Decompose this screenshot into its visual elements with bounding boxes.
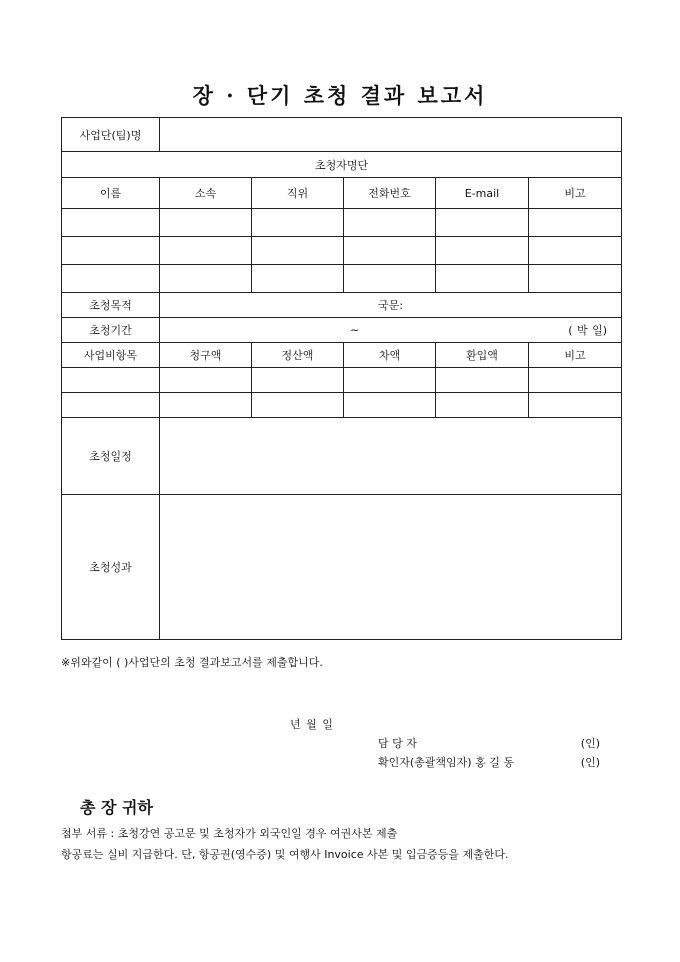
column-header: 환입액 — [436, 343, 529, 368]
table-cell[interactable] — [436, 265, 529, 293]
confirmer-label: 확인자(총괄책임자) 홍 길 동 — [378, 756, 514, 769]
report-form-table — [61, 117, 622, 640]
table-cell[interactable] — [62, 265, 160, 293]
table-cell[interactable] — [252, 265, 344, 293]
period-field[interactable] — [160, 318, 622, 343]
invitee-header-row — [62, 178, 622, 209]
table-cell[interactable] — [252, 393, 344, 418]
table-cell[interactable] — [252, 209, 344, 237]
period-nights: ( 박 일) — [568, 324, 608, 337]
table-cell[interactable] — [62, 209, 160, 237]
team-name-label: 사업단(팀)명 — [62, 118, 160, 152]
table-cell[interactable] — [529, 265, 622, 293]
table-cell[interactable] — [252, 237, 344, 265]
column-header: 정산액 — [252, 343, 344, 368]
table-cell[interactable] — [436, 237, 529, 265]
budget-row — [62, 368, 622, 393]
column-header: 이름 — [62, 178, 160, 209]
airfare-note: 항공료는 실비 지급한다. 단, 항공권(영수증) 및 여행사 Invoice 사본 및 입금증등을 제출한다. — [61, 848, 509, 861]
invitee-row — [62, 209, 622, 237]
table-cell[interactable] — [436, 393, 529, 418]
table-cell[interactable] — [344, 368, 436, 393]
budget-row — [62, 393, 622, 418]
seal-mark: (인) — [580, 737, 600, 750]
column-header: 청구액 — [160, 343, 252, 368]
page-title: 장 · 단기 초청 결과 보고서 — [192, 83, 488, 108]
table-cell[interactable] — [344, 237, 436, 265]
table-cell[interactable] — [62, 237, 160, 265]
column-header: 비고 — [529, 178, 622, 209]
signer-label: 담 당 자 — [378, 737, 417, 750]
table-cell[interactable] — [62, 368, 160, 393]
column-header: 직위 — [252, 178, 344, 209]
date-line: 년 월 일 — [290, 718, 333, 731]
purpose-label: 초청목적 — [62, 293, 160, 318]
invitee-row — [62, 265, 622, 293]
column-header: 전화번호 — [344, 178, 436, 209]
seal-mark: (인) — [580, 756, 600, 769]
table-cell[interactable] — [529, 209, 622, 237]
purpose-field[interactable]: 국문: — [160, 293, 622, 318]
period-tilde: ~ — [350, 323, 360, 337]
column-header: 소속 — [160, 178, 252, 209]
table-cell[interactable] — [529, 393, 622, 418]
table-cell[interactable] — [344, 393, 436, 418]
schedule-field[interactable] — [160, 418, 622, 495]
table-cell[interactable] — [160, 393, 252, 418]
table-cell[interactable] — [160, 265, 252, 293]
table-cell[interactable] — [529, 368, 622, 393]
table-cell[interactable] — [436, 209, 529, 237]
table-cell[interactable] — [160, 209, 252, 237]
table-cell[interactable] — [62, 393, 160, 418]
table-cell[interactable] — [160, 237, 252, 265]
table-cell[interactable] — [344, 265, 436, 293]
column-header: 차액 — [344, 343, 436, 368]
table-cell[interactable] — [160, 368, 252, 393]
attachment-note: 첨부 서류 : 초청강연 공고문 및 초청자가 외국인일 경우 여권사본 제출 — [61, 827, 398, 840]
table-cell[interactable] — [344, 209, 436, 237]
budget-header-row — [62, 343, 622, 368]
addressee: 총 장 귀하 — [80, 798, 153, 817]
invitee-row — [62, 237, 622, 265]
table-cell[interactable] — [529, 237, 622, 265]
table-cell[interactable] — [252, 368, 344, 393]
result-field[interactable] — [160, 495, 622, 640]
submission-note: ※위와같이 ( )사업단의 초청 결과보고서를 제출합니다. — [61, 656, 323, 669]
column-header: 사업비항목 — [62, 343, 160, 368]
team-name-field[interactable] — [160, 118, 622, 152]
schedule-label: 초청일정 — [62, 418, 160, 495]
column-header: E-mail — [436, 178, 529, 209]
result-label: 초청성과 — [62, 495, 160, 640]
period-label: 초청기간 — [62, 318, 160, 343]
column-header: 비고 — [529, 343, 622, 368]
table-cell[interactable] — [436, 368, 529, 393]
invitee-list-heading: 초청자명단 — [62, 152, 622, 178]
